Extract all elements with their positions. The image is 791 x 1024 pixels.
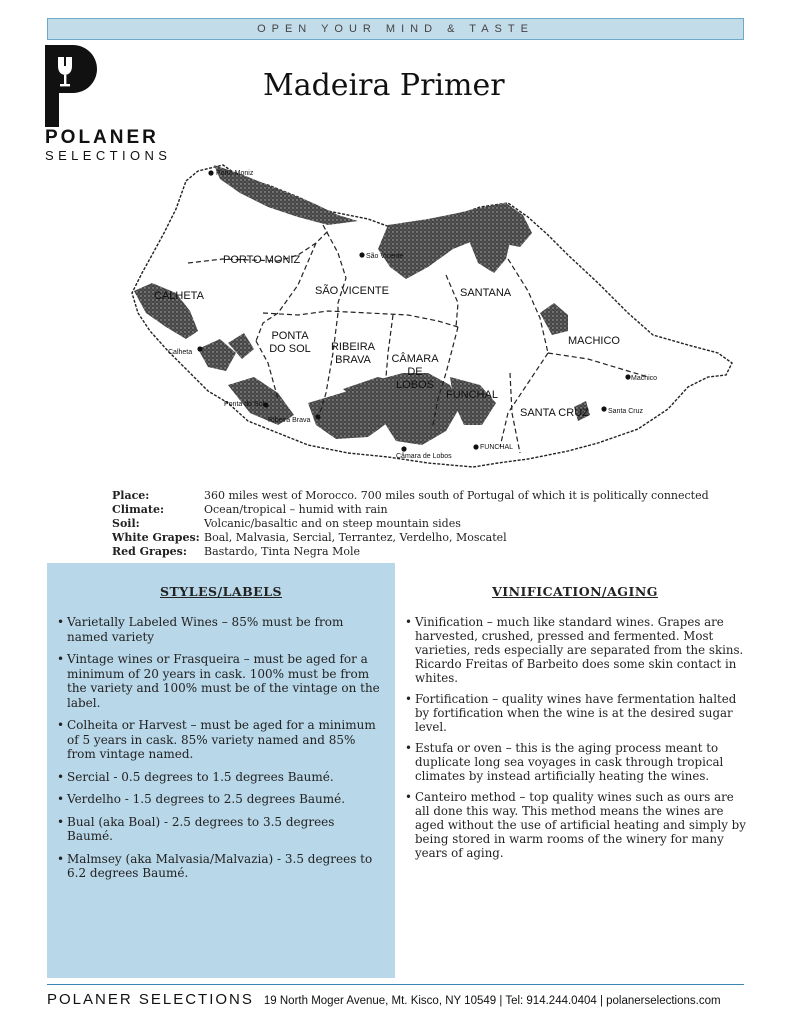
page-title: Madeira Primer bbox=[263, 68, 505, 103]
fact-label: Climate: bbox=[112, 503, 165, 516]
map-region-machico: MACHICO bbox=[568, 335, 620, 347]
tagline-banner bbox=[47, 18, 744, 40]
list-item: • Canteiro method – top quality wines such as ours are all done this way. This method means the wines are aged without the use of artificial heating and simply by being stored in warm rooms of the winery for many years of aging. bbox=[415, 790, 750, 860]
map-town-ponta-do-sol: Ponta do Sol bbox=[224, 401, 265, 408]
styles-list bbox=[67, 615, 383, 881]
fact-label: Place: bbox=[112, 489, 150, 502]
map-region-ponta-do-sol: PONTA DO SOL bbox=[269, 330, 311, 355]
list-item: • Estufa or oven – this is the aging process meant to duplicate long sea voyages in cask through tropical climates by instead artificially heating the wines. bbox=[415, 741, 750, 783]
polaner-wordmark bbox=[45, 128, 171, 164]
list-item: • Malmsey (aka Malvasia/Malvazia) - 3.5 degrees to 6.2 degrees Baumé. bbox=[67, 852, 383, 881]
map-town-sao-vicente: São Vicente bbox=[366, 253, 404, 260]
footer bbox=[47, 991, 744, 1008]
vinification-list bbox=[415, 615, 750, 860]
map-region-santana: SANTANA bbox=[460, 287, 512, 299]
list-item: • Fortification – quality wines have fermentation halted by fortification when the wine is at the desired sugar level. bbox=[415, 692, 750, 734]
map-region-sao-vicente: SÃO VICENTE bbox=[315, 285, 389, 297]
list-item: • Bual (aka Boal) - 2.5 degrees to 3.5 degrees Baumé. bbox=[67, 815, 383, 844]
fact-value: Boal, Malvasia, Sercial, Terrantez, Verdelho, Moscatel bbox=[204, 531, 507, 544]
madeira-map bbox=[128, 163, 740, 473]
footer-brand: POLANER SELECTIONS bbox=[47, 991, 254, 1008]
map-region-ribeira-brava: RIBEIRA BRAVA bbox=[330, 341, 375, 366]
list-item: • Vintage wines or Frasqueira – must be aged for a minimum of 20 years in cask. 100% must be from the variety and 100% must be of the vintage on the label. bbox=[67, 652, 383, 710]
logo-line1: POLANER bbox=[45, 127, 159, 148]
map-region-porto-moniz: PORTO MONIZ bbox=[223, 254, 301, 266]
fact-row-red-grapes bbox=[112, 545, 709, 559]
map-town-ribeira-brava: Ribeira Brava bbox=[268, 417, 311, 424]
map-town-santa-cruz: Santa Cruz bbox=[608, 408, 644, 415]
fact-label: Soil: bbox=[112, 517, 140, 530]
map-region-santa-cruz: SANTA CRUZ bbox=[520, 407, 589, 419]
map-region-camara-de-lobos: CÂMARA DE LOBOS bbox=[391, 353, 439, 391]
vinification-heading: VINIFICATION/AGING bbox=[492, 584, 658, 599]
list-item: • Verdelho - 1.5 degrees to 2.5 degrees Baumé. bbox=[67, 792, 383, 807]
map-town-camara-de-lobos: Câmara de Lobos bbox=[396, 453, 452, 460]
fact-label: White Grapes: bbox=[112, 531, 200, 544]
fact-row-climate bbox=[112, 503, 709, 517]
list-item: • Colheita or Harvest – must be aged for a minimum of 5 years in cask. 85% variety named and 85% from vintage named. bbox=[67, 718, 383, 762]
fact-value: Ocean/tropical – humid with rain bbox=[204, 503, 388, 516]
footer-address: 19 North Moger Avenue, Mt. Kisco, NY 10549 | Tel: 914.244.0404 | polanerselections.com bbox=[263, 995, 721, 1007]
list-item: • Varietally Labeled Wines – 85% must be from named variety bbox=[67, 615, 383, 644]
map-town-funchal: FUNCHAL bbox=[480, 444, 514, 451]
polaner-logo-icon bbox=[45, 45, 97, 127]
tagline-text: OPEN YOUR MIND & TASTE bbox=[257, 23, 534, 35]
list-item: • Sercial - 0.5 degrees to 1.5 degrees Baumé. bbox=[67, 770, 383, 785]
list-item: • Vinification – much like standard wines. Grapes are harvested, crushed, pressed and fermented. Most varieties, reds especially are separated from the skins. Ricardo Freitas of Barbeito does some skin contact in whites. bbox=[415, 615, 750, 685]
facts-table bbox=[112, 489, 709, 559]
map-region-calheta: CALHETA bbox=[154, 290, 204, 302]
fact-row-place bbox=[112, 489, 709, 503]
fact-value: Bastardo, Tinta Negra Mole bbox=[204, 545, 360, 558]
fact-row-soil bbox=[112, 517, 709, 531]
map-town-porto-moniz: Porto Moniz bbox=[216, 170, 254, 177]
vinification-aging-column bbox=[400, 563, 750, 867]
fact-row-white-grapes bbox=[112, 531, 709, 545]
logo-line2: SELECTIONS bbox=[45, 148, 172, 163]
madeira-map-drawing bbox=[128, 163, 740, 473]
map-town-machico: Machico bbox=[631, 375, 658, 382]
styles-labels-panel bbox=[47, 563, 395, 978]
styles-heading: STYLES/LABELS bbox=[159, 584, 283, 599]
fact-label: Red Grapes: bbox=[112, 545, 187, 558]
fact-value: 360 miles west of Morocco. 700 miles south of Portugal of which it is politically connected bbox=[204, 489, 709, 502]
map-region-funchal: FUNCHAL bbox=[446, 389, 498, 401]
footer-rule bbox=[47, 984, 744, 985]
map-town-calheta: Calheta bbox=[168, 349, 193, 356]
fact-value: Volcanic/basaltic and on steep mountain sides bbox=[204, 517, 461, 530]
